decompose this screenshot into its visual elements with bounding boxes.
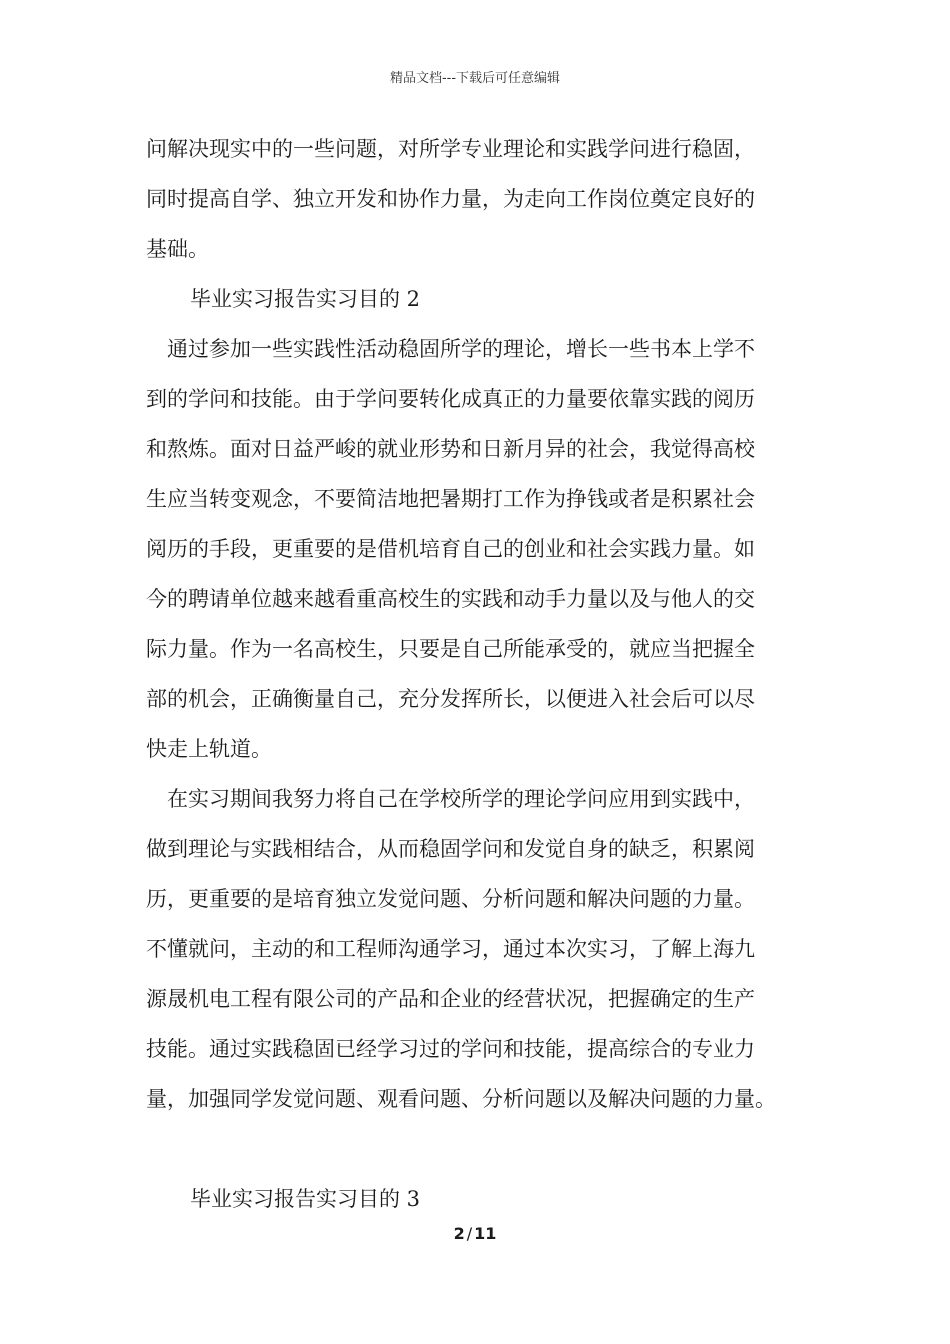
text-line: 部的机会，正确衡量自己，充分发挥所长，以便进入社会后可以尽 xyxy=(146,687,755,711)
text-line: 快走上轨道。 xyxy=(146,737,272,761)
text-line: 今的聘请单位越来越看重高校生的实践和动手力量以及与他人的交 xyxy=(146,587,755,611)
text-line: 基础。 xyxy=(146,237,209,261)
current-page: 2 xyxy=(453,1224,465,1243)
section-heading-3: 毕业实习报告实习目的 3 xyxy=(190,1187,421,1211)
text-line: 做到理论与实践相结合，从而稳固学问和发觉自身的缺乏，积累阅 xyxy=(146,837,755,861)
text-line: 不懂就问，主动的和工程师沟通学习，通过本次实习，了解上海九 xyxy=(146,937,755,961)
text-line: 际力量。作为一名高校生，只要是自己所能承受的，就应当把握全 xyxy=(146,637,755,661)
total-pages: 11 xyxy=(474,1224,497,1243)
text-line: 历，更重要的是培育独立发觉问题、分析问题和解决问题的力量。 xyxy=(146,887,755,911)
document-body xyxy=(146,124,826,1224)
text-line: 生应当转变观念，不要简洁地把暑期打工作为挣钱或者是积累社会 xyxy=(146,487,755,511)
text-line: 同时提高自学、独立开发和协作力量，为走向工作岗位奠定良好的 xyxy=(146,187,755,211)
text-line: 在实习期间我努力将自己在学校所学的理论学问应用到实践中， xyxy=(167,787,755,811)
text-line: 到的学问和技能。由于学问要转化成真正的力量要依靠实践的阅历 xyxy=(146,387,755,411)
text-line: 技能。通过实践稳固已经学习过的学问和技能，提高综合的专业力 xyxy=(146,1037,755,1061)
text-line: 和熬炼。面对日益严峻的就业形势和日新月异的社会，我觉得高校 xyxy=(146,437,755,461)
paragraph-3 xyxy=(146,774,826,1124)
page-number xyxy=(0,1224,950,1243)
page-header: 精品文档---下载后可任意编辑 xyxy=(389,71,561,86)
text-line: 通过参加一些实践性活动稳固所学的理论，增长一些书本上学不 xyxy=(167,337,755,361)
text-line: 阅历的手段，更重要的是借机培育自己的创业和社会实践力量。如 xyxy=(146,537,755,561)
page-separator: / xyxy=(466,1224,473,1243)
blank-line xyxy=(146,1124,826,1174)
text-line: 问解决现实中的一些问题，对所学专业理论和实践学问进行稳固， xyxy=(146,137,755,161)
text-line: 量，加强同学发觉问题、观看问题、分析问题以及解决问题的力量。 xyxy=(146,1087,776,1111)
text-line: 源晟机电工程有限公司的产品和企业的经营状况，把握确定的生产 xyxy=(146,987,755,1011)
section-heading-2: 毕业实习报告实习目的 2 xyxy=(190,287,421,311)
paragraph-continuation xyxy=(146,124,826,274)
paragraph-2 xyxy=(146,324,826,774)
